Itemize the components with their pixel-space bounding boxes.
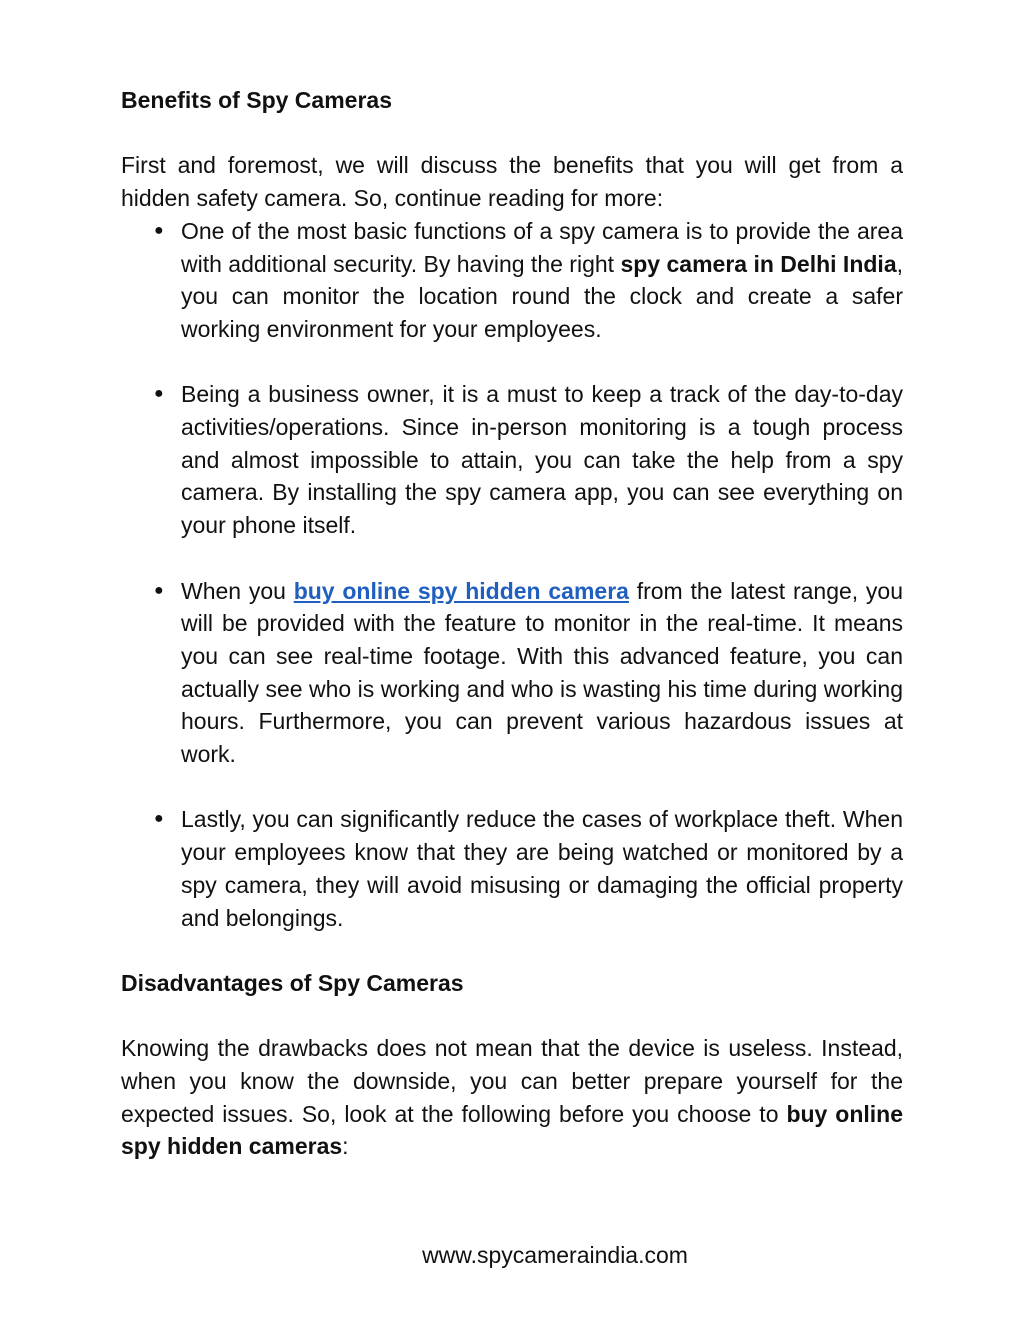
list-item-tracking [121,378,903,542]
spacer [121,346,903,379]
bullet-icon: ● [154,581,164,599]
section-heading-benefits: Benefits of Spy Cameras [121,87,392,113]
paragraph-text: : [342,1133,349,1160]
spacer [121,117,903,150]
keyword-spy-camera-delhi: spy camera in Delhi India [620,250,897,277]
bullet-icon: ● [154,810,164,828]
keyword-buy-online-spy-hidden-cameras: buy online spy hidden cameras [121,1100,904,1160]
list-item-text: Being a business owner, it is a must to keep a track of the day-to-day activities/operations. Since in-person monitoring is a tough process and almost impossible to attain, you can take the help from a spy camera. By installing the spy camera app, you can see everything on your phone itself. [181,381,903,539]
spacer [121,771,903,804]
spacer [121,542,903,575]
list-item-text: One of the most basic functions of a spy camera is to provide the area with additional security. By having the right [181,217,903,277]
list-item-text: When you [181,577,294,604]
list-item-text: , you can monitor the location round the clock and create a safer working environment for your employees. [181,250,903,342]
footer-url: www.spycameraindia.com [422,1242,688,1268]
list-item-text: from the latest range, you will be provided with the feature to monitor in the real-time. It means you can see real-time footage. With this advanced feature, you can actually see who is working and who is wasting his time during working hours. Furthermore, you can prevent various hazardous issues at work. [181,577,904,768]
document-body [121,84,903,1163]
list-item-security [121,215,903,346]
disadvantages-paragraph [121,1032,903,1163]
list-item-realtime [121,575,903,771]
list-item-theft [121,803,903,934]
paragraph-text: Knowing the drawbacks does not mean that the device is useless. Instead, when you know the downside, you can better prepare yourself for the expected issues. So, look at the following before you choose to [121,1035,903,1127]
buy-online-spy-hidden-camera-link[interactable]: buy online spy hidden camera [293,577,629,604]
spacer [121,934,903,967]
bullet-icon: ● [154,385,164,403]
spacer [121,1000,903,1033]
intro-paragraph: First and foremost, we will discuss the benefits that you will get from a hidden safety camera. So, continue reading for more: [121,152,903,212]
list-item-text: Lastly, you can significantly reduce the cases of workplace theft. When your employees know that they are being watched or monitored by a spy camera, they will avoid misusing or damaging the official property and belongings. [181,806,903,931]
benefits-list [121,215,903,934]
bullet-icon: ● [154,221,164,239]
section-heading-disadvantages: Disadvantages of Spy Cameras [121,969,464,996]
